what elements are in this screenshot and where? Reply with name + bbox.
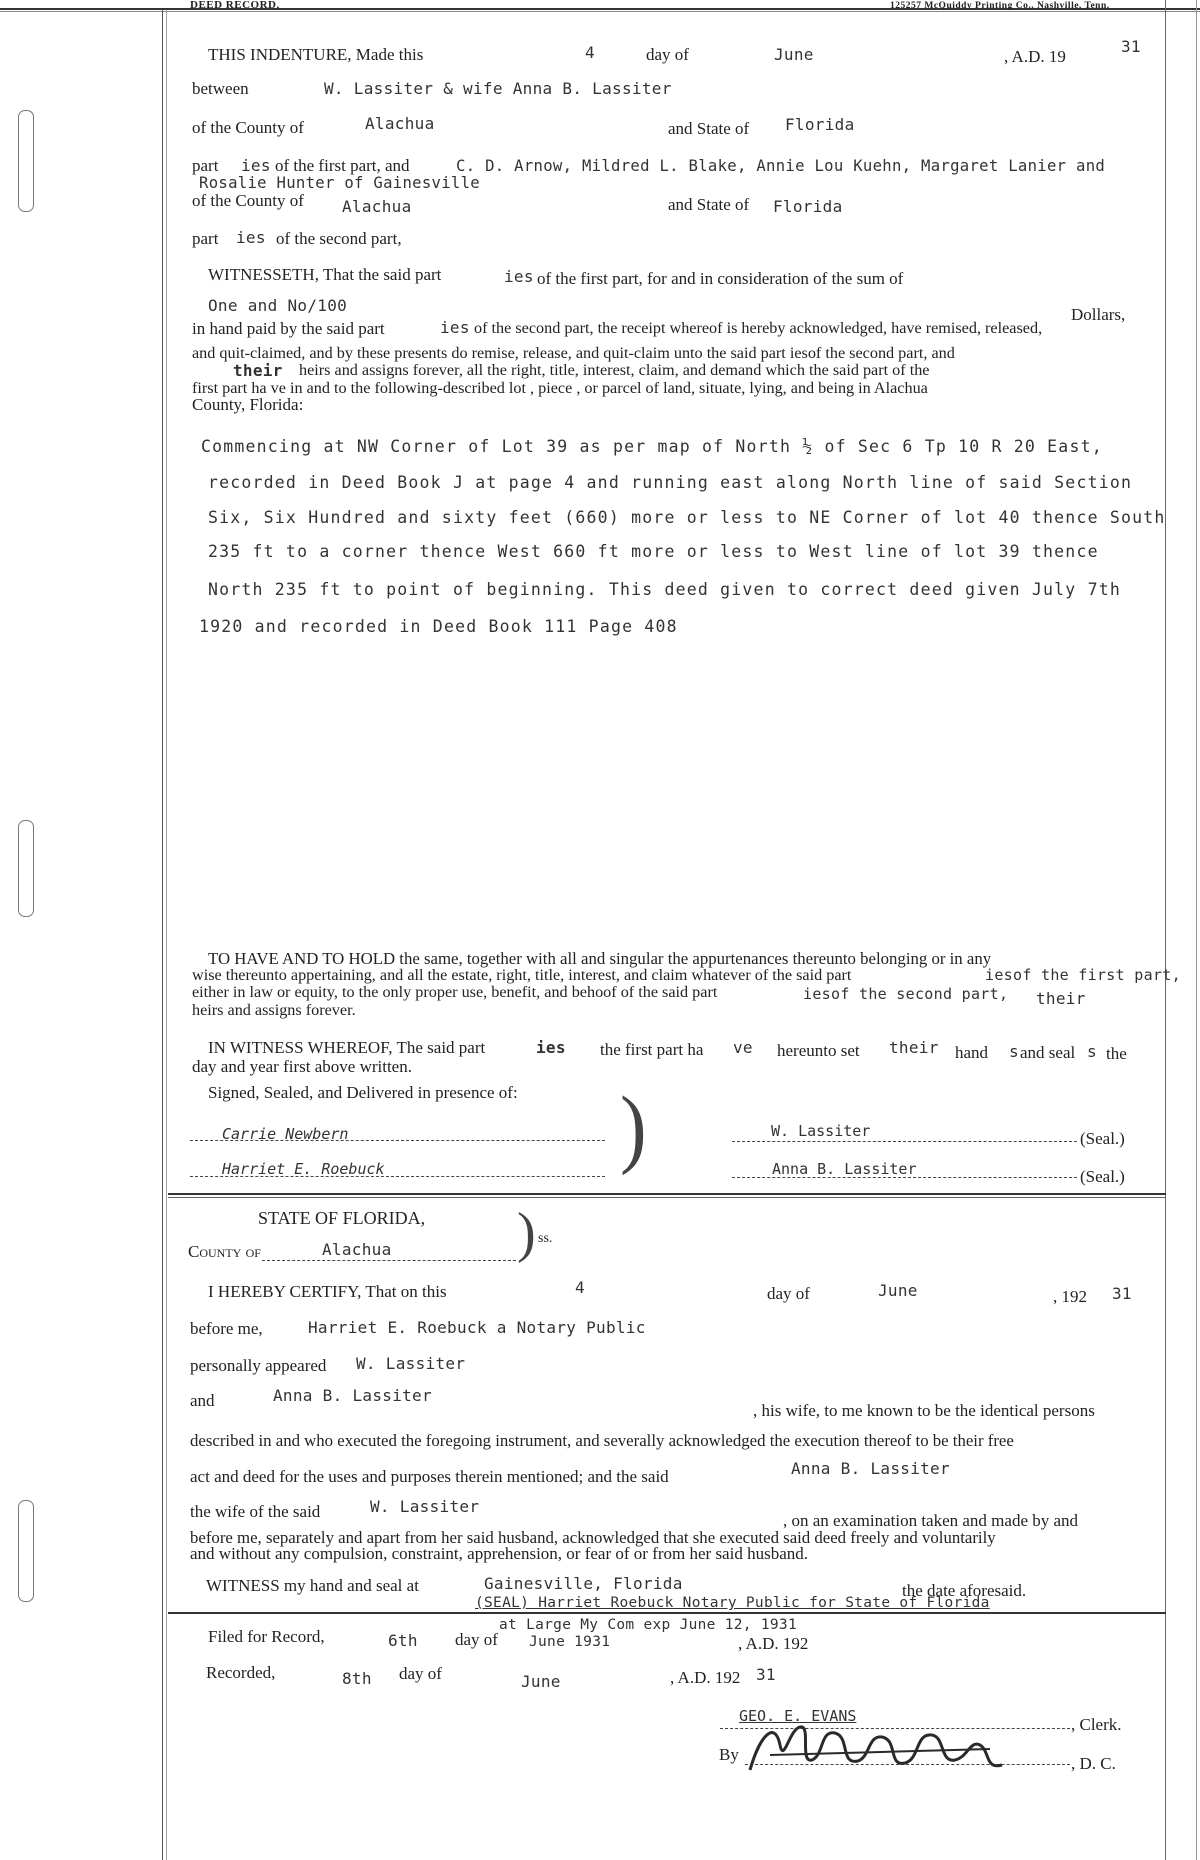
- seal-2: (Seal.): [1080, 1167, 1125, 1186]
- ack-wife-name: Anna B. Lassiter: [273, 1386, 432, 1405]
- recording-divider: [168, 1612, 1166, 1614]
- ack-date-aforesaid: the date aforesaid.: [902, 1581, 1027, 1600]
- commission-expiry: at Large My Com exp June 12, 1931: [499, 1617, 797, 1633]
- habendum-line-3a: either in law or equity, to the only proper use, benefit, and behoof of the said part: [192, 983, 718, 1001]
- ack-ss: ss.: [538, 1231, 553, 1246]
- habendum-line-3b: iesof the second part,: [803, 985, 1009, 1003]
- witness-2-signature: Harriet E. Roebuck: [222, 1160, 385, 1178]
- ack-act-name: Anna B. Lassiter: [791, 1459, 950, 1478]
- testimonium-s1: s: [1009, 1042, 1019, 1061]
- ack-appeared-name: W. Lassiter: [356, 1354, 466, 1373]
- county-label: of the County of: [192, 118, 304, 137]
- body-line-5: County, Florida:: [192, 395, 304, 414]
- filed-day-of: day of: [455, 1630, 498, 1649]
- indenture-day-of: day of: [646, 45, 689, 64]
- clerk-name: GEO. E. EVANS: [739, 1707, 857, 1725]
- ack-before-me: before me,: [190, 1319, 263, 1338]
- state-value-2: Florida: [773, 197, 843, 216]
- ack-brace: ): [517, 1202, 536, 1264]
- legal-line: recorded in Deed Book J at page 4 and running east along North line of said Section: [208, 473, 1133, 492]
- filed-for-record: Filed for Record,: [208, 1627, 325, 1646]
- county-label-2: of the County of: [192, 191, 304, 210]
- witness-brace: ): [620, 1079, 647, 1177]
- signer-1-signature: W. Lassiter: [771, 1122, 871, 1140]
- ack-county-line: [262, 1260, 516, 1261]
- indenture-ad: , A.D. 19: [1004, 47, 1066, 66]
- state-label: and State of: [668, 119, 750, 138]
- testimonium-and-seal: and seal: [1020, 1043, 1076, 1062]
- ack-before: before me, separately and apart from her said husband, acknowledged that she executed said deed freely and voluntarily: [190, 1528, 996, 1547]
- recorded-year: 31: [756, 1665, 776, 1684]
- printer-imprint: 125257 McQuiddy Printing Co., Nashville, Tenn.: [890, 1, 1110, 11]
- ack-witness-hand: WITNESS my hand and seal at: [206, 1576, 419, 1595]
- witnesseth-ies: ies: [504, 267, 534, 286]
- testimonium-ies: ies: [536, 1038, 566, 1057]
- testimonium-hereunto: hereunto set: [777, 1041, 860, 1060]
- clerk-label: , Clerk.: [1071, 1715, 1122, 1734]
- witness-1-signature: Carrie Newbern: [222, 1125, 349, 1143]
- indenture-day: 4: [585, 43, 595, 62]
- left-margin-line-inner: [166, 10, 167, 1860]
- indenture-year: 31: [1121, 37, 1141, 56]
- county-value-2: Alachua: [342, 197, 412, 216]
- state-value: Florida: [785, 115, 855, 134]
- ack-exam: , on an examination taken and made by and: [783, 1511, 1079, 1530]
- ack-wife-of-name: W. Lassiter: [370, 1497, 480, 1516]
- ack-described: described in and who executed the foregoing instrument, and severally acknowledged the execution thereof to be their free: [190, 1431, 1014, 1450]
- ack-county-label: County of: [188, 1242, 261, 1261]
- signer-2-signature: Anna B. Lassiter: [772, 1160, 917, 1178]
- filed-month: June 1931: [529, 1634, 611, 1650]
- legal-line: Commencing at NW Corner of Lot 39 as per map of North ½ of Sec 6 Tp 10 R 20 East,: [201, 437, 1103, 456]
- ack-month: June: [878, 1281, 918, 1300]
- first-part-and: of the first part, and: [275, 156, 410, 175]
- ack-state: STATE OF FLORIDA,: [258, 1208, 426, 1228]
- testimonium-the: the: [1106, 1044, 1127, 1063]
- legal-line: North 235 ft to point of beginning. This deed given to correct deed given July 7th: [208, 580, 1121, 599]
- between-label: between: [192, 79, 249, 98]
- header-rule-thin: [0, 11, 1200, 12]
- grantees-line-2: Rosalie Hunter of Gainesville: [199, 174, 480, 192]
- ack-appeared: personally appeared: [190, 1356, 327, 1375]
- part-label: part: [192, 156, 219, 175]
- ack-officer: Harriet E. Roebuck a Notary Public: [308, 1318, 646, 1337]
- ack-year-prefix: , 192: [1053, 1287, 1087, 1306]
- binder-ring-top: [18, 110, 34, 212]
- witnesseth: WITNESSETH, That the said part: [208, 265, 442, 284]
- by-label: By: [719, 1745, 739, 1764]
- part-label-2: part: [192, 229, 219, 248]
- ack-and: and: [190, 1391, 215, 1410]
- seal-1: (Seal.): [1080, 1129, 1125, 1148]
- habendum-line-2a: wise thereunto appertaining, and all the estate, right, title, interest, and claim whatever of the said part: [192, 966, 852, 984]
- indenture-opening: THIS INDENTURE, Made this: [208, 45, 424, 64]
- notary-seal-line: (SEAL) Harriet Roebuck Notary Public for State of Florida: [475, 1595, 990, 1611]
- consideration-sum: One and No/100: [208, 296, 348, 315]
- signed-in-presence: Signed, Sealed, and Delivered in presence of:: [208, 1083, 518, 1102]
- page-edge-line: [1196, 0, 1197, 1860]
- binder-ring-middle: [18, 820, 34, 917]
- section-divider-thin: [168, 1197, 1166, 1198]
- filed-ad: , A.D. 192: [738, 1634, 809, 1653]
- deputy-clerk-signature: [740, 1715, 1020, 1780]
- ack-county-value: Alachua: [322, 1240, 392, 1259]
- part-ies-2: ies: [236, 228, 266, 247]
- grantees-line-1: C. D. Arnow, Mildred L. Blake, Annie Lou Kuehn, Margaret Lanier and: [456, 157, 1106, 175]
- ack-day: 4: [575, 1278, 585, 1297]
- legal-line: Six, Six Hundred and sixty feet (660) more or less to NE Corner of lot 40 thence South: [208, 508, 1166, 527]
- indenture-month: June: [774, 45, 814, 64]
- ack-place: Gainesville, Florida: [484, 1574, 683, 1593]
- part-ies-1: ies: [241, 156, 271, 175]
- grantors: W. Lassiter & wife Anna B. Lassiter: [324, 79, 672, 98]
- habendum-line-2b: iesof the first part,: [985, 966, 1181, 984]
- testimonium-s2: s: [1087, 1042, 1097, 1061]
- recorded-label: Recorded,: [206, 1663, 276, 1682]
- book-label: DEED RECORD,: [190, 0, 280, 11]
- recorded-ad: , A.D. 192: [670, 1668, 741, 1687]
- dollars-label: Dollars,: [1071, 305, 1126, 324]
- habendum-line-1: TO HAVE AND TO HOLD the same, together with all and singular the appurtenances thereunto belonging or in any: [208, 949, 992, 968]
- habendum-line-4: heirs and assigns forever.: [192, 1001, 356, 1019]
- testimonium-line-1b: the first part ha: [600, 1040, 704, 1059]
- testimonium-ve: ve: [733, 1038, 753, 1057]
- county-value: Alachua: [365, 114, 435, 133]
- body-line-1b: of the second part, the receipt whereof is hereby acknowledged, have remised, released,: [474, 319, 1043, 337]
- testimonium-hand: hand: [955, 1043, 989, 1062]
- signer-1-line: [732, 1141, 1077, 1142]
- ack-wife-of: the wife of the said: [190, 1502, 321, 1521]
- state-label-2: and State of: [668, 195, 750, 214]
- body-their: their: [233, 361, 283, 380]
- ack-certify: I HEREBY CERTIFY, That on this: [208, 1282, 447, 1301]
- left-margin-line: [162, 10, 163, 1860]
- ack-without: and without any compulsion, constraint, apprehension, or fear of or from her said husband.: [190, 1544, 808, 1563]
- legal-line: 1920 and recorded in Deed Book 111 Page 408: [199, 617, 678, 636]
- ack-day-of: day of: [767, 1284, 810, 1303]
- filed-day: 6th: [388, 1631, 418, 1650]
- body-line-3: heirs and assigns forever, all the right, title, interest, claim, and demand which the said part of the: [299, 361, 930, 379]
- body-line-4: first part ha ve in and to the following-described lot , piece , or parcel of land, situate, lying, and being in Alachua: [192, 379, 928, 397]
- habendum-line-3c: their: [1036, 989, 1086, 1008]
- testimonium-their: their: [889, 1038, 939, 1057]
- consideration-text: of the first part, for and in consideration of the sum of: [537, 269, 904, 288]
- recorded-month: June: [521, 1672, 561, 1691]
- recorded-day-of: day of: [399, 1664, 442, 1683]
- body-ies: ies: [440, 318, 470, 337]
- binder-ring-bottom: [18, 1500, 34, 1602]
- body-line-1a: in hand paid by the said part: [192, 319, 385, 338]
- recorded-day: 8th: [342, 1669, 372, 1688]
- dc-label: , D. C.: [1071, 1754, 1116, 1773]
- second-part-label: of the second part,: [276, 229, 402, 248]
- ack-year: 31: [1112, 1284, 1132, 1303]
- testimonium-line-2: day and year first above written.: [192, 1057, 412, 1076]
- right-edge-line: [1165, 0, 1166, 1860]
- section-divider: [168, 1193, 1166, 1195]
- body-line-2: and quit-claimed, and by these presents do remise, release, and quit-claim unto the said part iesof the second part, and: [192, 344, 955, 362]
- legal-line: 235 ft to a corner thence West 660 ft more or less to West line of lot 39 thence: [208, 542, 1099, 561]
- ack-his-wife: , his wife, to me known to be the identical persons: [753, 1401, 1095, 1420]
- ack-act: act and deed for the uses and purposes therein mentioned; and the said: [190, 1467, 669, 1486]
- testimonium-line-1a: IN WITNESS WHEREOF, The said part: [208, 1038, 486, 1057]
